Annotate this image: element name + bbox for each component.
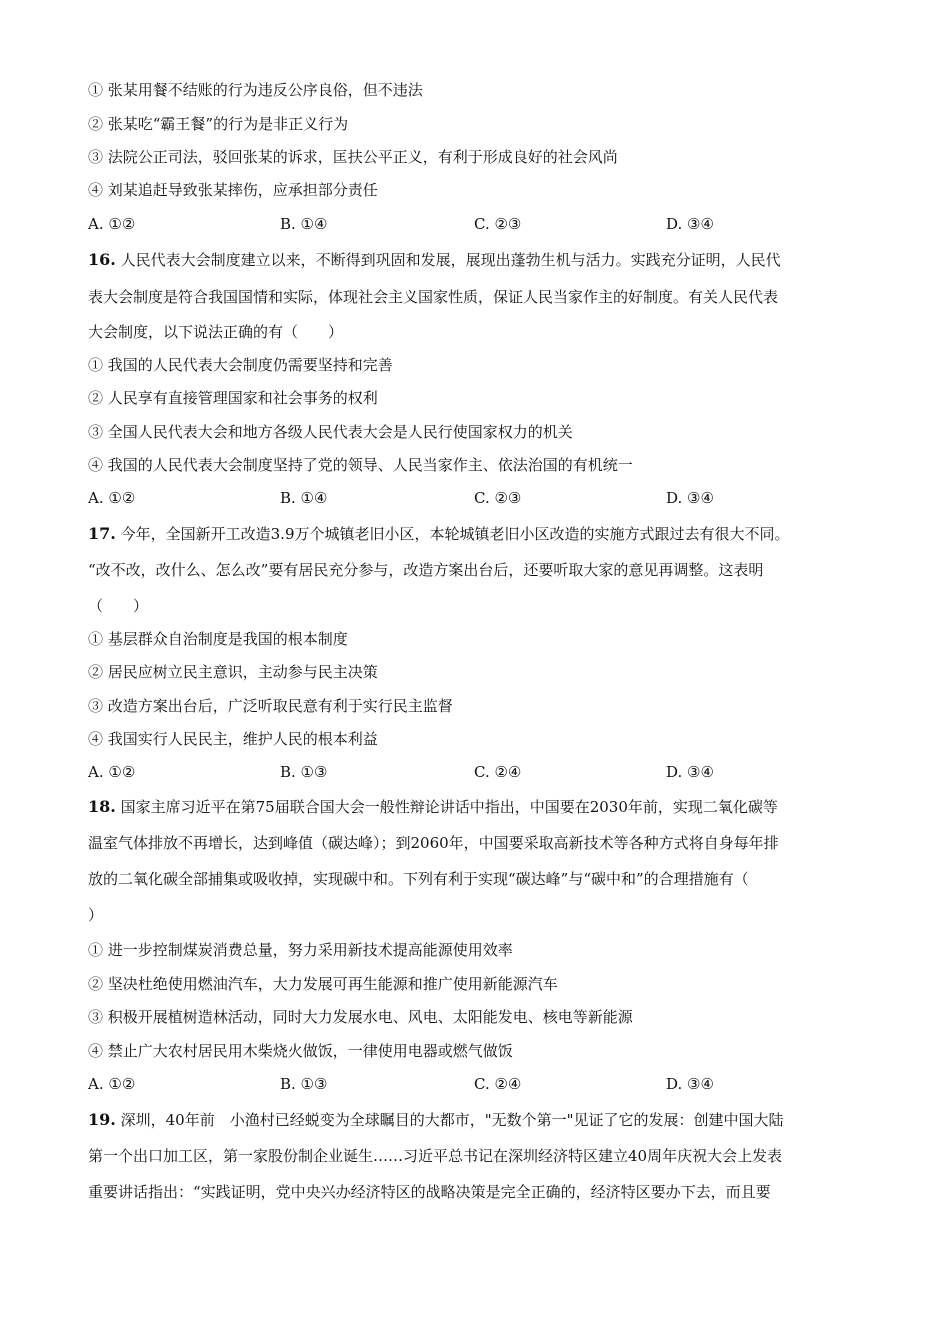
q18-option-d[interactable]: D. ③④ — [666, 1075, 714, 1093]
q16-option-a[interactable]: A. ①② — [88, 489, 136, 507]
q16-item-4: ④ 我国的人民代表大会制度坚持了党的领导、人民当家作主、依法治国的有机统一 — [88, 456, 633, 474]
q18-number: 18. — [88, 797, 116, 816]
q16-stem-line-3: 大会制度，以下说法正确的有（ ） — [88, 323, 344, 341]
q19-number: 19. — [88, 1110, 116, 1129]
q16-stem-line-1 — [88, 250, 781, 270]
q18-stem-line-3: 放的二氧化碳全部捕集或吸收掉，实现碳中和。下列有利于实现“碳达峰”与“碳中和”的合理措施有（ — [88, 870, 749, 888]
q18-item-4: ④ 禁止广大农村居民用木柴烧火做饭，一律使用电器或燃气做饭 — [88, 1042, 513, 1060]
q17-item-1: ① 基层群众自治制度是我国的根本制度 — [88, 630, 348, 648]
q18-item-1: ① 进一步控制煤炭消费总量，努力采用新技术提高能源使用效率 — [88, 941, 513, 959]
q16-item-3: ③ 全国人民代表大会和地方各级人民代表大会是人民行使国家权力的机关 — [88, 423, 573, 441]
q15-item-4: ④ 刘某追赶导致张某摔伤，应承担部分责任 — [88, 181, 378, 199]
q17-stem-text-1: 今年，全国新开工改造3.9万个城镇老旧小区，本轮城镇老旧小区改造的实施方式跟过去有很大不同。 — [120, 525, 790, 543]
q17-option-c[interactable]: C. ②④ — [474, 763, 522, 781]
q16-option-b[interactable]: B. ①④ — [280, 489, 328, 507]
q15-option-c[interactable]: C. ②③ — [474, 215, 522, 233]
q18-stem-line-2: 温室气体排放不再增长，达到峰值（碳达峰）；到2060年，中国要采取高新技术等各种方式将自身每年排 — [88, 834, 779, 852]
q18-item-3: ③ 积极开展植树造林活动，同时大力发展水电、风电、太阳能发电、核电等新能源 — [88, 1008, 633, 1026]
q18-stem-text-1: 国家主席习近平在第75届联合国大会一般性辩论讲话中指出，中国要在2030年前，实现二氧化碳等 — [120, 798, 778, 816]
q17-item-2: ② 居民应树立民主意识，主动参与民主决策 — [88, 663, 378, 681]
q19-stem-line-3: 重要讲话指出：“实践证明，党中央兴办经济特区的战略决策是完全正确的，经济特区要办下去，而且要 — [88, 1183, 771, 1201]
q17-option-a[interactable]: A. ①② — [88, 763, 136, 781]
q18-option-b[interactable]: B. ①③ — [280, 1075, 328, 1093]
q15-item-1: ① 张某用餐不结账的行为违反公序良俗，但不违法 — [88, 81, 423, 99]
q17-item-3: ③ 改造方案出台后，广泛听取民意有利于实行民主监督 — [88, 697, 453, 715]
q19-stem-text-1: 深圳，40年前 小渔村已经蜕变为全球瞩目的大都市，"无数个第一"见证了它的发展：创建中国大陆 — [120, 1111, 784, 1129]
q16-stem-text-1: 人民代表大会制度建立以来，不断得到巩固和发展，展现出蓬勃生机与活力。实践充分证明，人民代 — [120, 251, 781, 269]
q17-stem-line-2: “改不改，改什么、怎么改”要有居民充分参与，改造方案出台后，还要听取大家的意见再调整。这表明 — [88, 561, 764, 579]
q16-item-1: ① 我国的人民代表大会制度仍需要坚持和完善 — [88, 356, 393, 374]
q15-option-d[interactable]: D. ③④ — [666, 215, 714, 233]
q17-option-b[interactable]: B. ①③ — [280, 763, 328, 781]
q15-item-2: ② 张某吃“霸王餐”的行为是非正义行为 — [88, 115, 349, 133]
q17-number: 17. — [88, 524, 116, 543]
q17-stem-line-3: （ ） — [88, 597, 149, 615]
q18-item-2: ② 坚决杜绝使用燃油汽车，大力发展可再生能源和推广使用新能源汽车 — [88, 975, 558, 993]
q15-option-b[interactable]: B. ①④ — [280, 215, 328, 233]
q17-option-d[interactable]: D. ③④ — [666, 763, 714, 781]
q18-option-a[interactable]: A. ①② — [88, 1075, 136, 1093]
q19-stem-line-1 — [88, 1110, 784, 1130]
q15-option-a[interactable]: A. ①② — [88, 215, 136, 233]
q15-item-3: ③ 法院公正司法，驳回张某的诉求，匡扶公平正义，有利于形成良好的社会风尚 — [88, 148, 618, 166]
q19-stem-line-2: 第一个出口加工区，第一家股份制企业诞生……习近平总书记在深圳经济特区建立40周年庆祝大会上发表 — [88, 1147, 783, 1165]
q16-stem-line-2: 表大会制度是符合我国国情和实际，体现社会主义国家性质，保证人民当家作主的好制度。有关人民代表 — [88, 288, 779, 306]
q18-option-c[interactable]: C. ②④ — [474, 1075, 522, 1093]
q16-number: 16. — [88, 250, 116, 269]
q17-stem-line-1 — [88, 524, 790, 544]
q17-item-4: ④ 我国实行人民民主，维护人民的根本利益 — [88, 730, 378, 748]
q16-option-c[interactable]: C. ②③ — [474, 489, 522, 507]
q18-stem-line-1 — [88, 797, 778, 817]
q16-item-2: ② 人民享有直接管理国家和社会事务的权利 — [88, 389, 378, 407]
q18-stem-line-4: ） — [88, 906, 104, 924]
q16-option-d[interactable]: D. ③④ — [666, 489, 714, 507]
